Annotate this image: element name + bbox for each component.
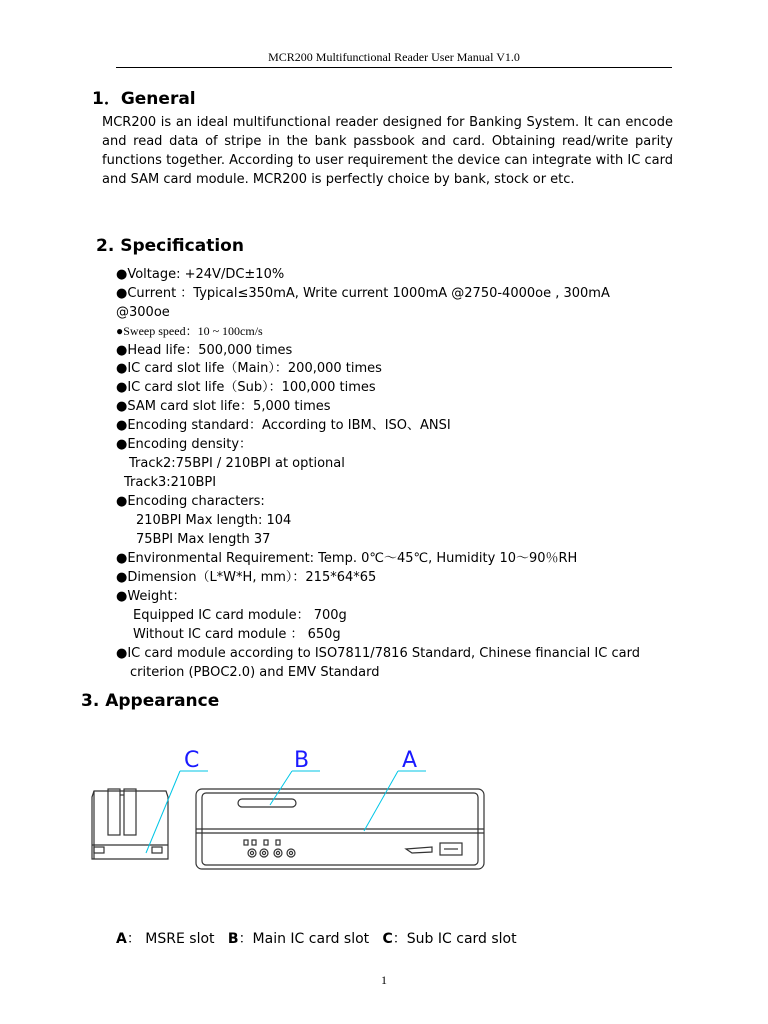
- caption-key-a: A: [116, 931, 127, 947]
- caption-key-b: B: [227, 931, 239, 947]
- section-heading-general: 1．General: [92, 89, 196, 109]
- label-b: B: [294, 748, 310, 773]
- spec-line: ●IC card module according to ISO7811/7816 Standard, Chinese financial IC card: [116, 646, 640, 661]
- spec-line: ●Encoding characters:: [116, 494, 265, 509]
- page-number: 1: [381, 973, 387, 987]
- device-diagram: [80, 725, 490, 915]
- caption-text-c: ：Sub IC card slot: [392, 931, 517, 947]
- spec-line: @300oe: [116, 305, 170, 320]
- figure-caption: [116, 928, 517, 948]
- spec-line: ●Voltage: +24V/DC±10%: [116, 267, 285, 282]
- page-header: MCR200 Multifunctional Reader User Manual V1.0: [116, 50, 672, 68]
- spec-line: ●IC card slot life（Main）：200,000 times: [116, 361, 382, 376]
- caption-key-c: C: [382, 931, 393, 947]
- label-a: A: [402, 748, 418, 773]
- device-drawing: [80, 725, 490, 915]
- spec-line: criterion (PBOC2.0) and EMV Standard: [130, 665, 380, 680]
- spec-line: Without IC card module ： 650g: [133, 627, 341, 642]
- spec-line: ●Encoding density：: [116, 437, 253, 452]
- spec-line: Equipped IC card module： 700g: [133, 608, 347, 623]
- spec-line: ●Encoding standard：According to IBM、ISO、ANSI: [116, 418, 451, 433]
- section-heading-appearance: 3. Appearance: [81, 691, 220, 711]
- section-heading-specification: 2. Specification: [96, 236, 244, 256]
- spec-line: ●Dimension（L*W*H, mm）：215*64*65: [116, 570, 377, 585]
- spec-line: ●Current ：Typical≤350mA, Write current 1000mA @2750-4000oe , 300mA: [116, 286, 610, 301]
- spec-line: Track2:75BPI / 210BPI at optional: [129, 456, 345, 471]
- spec-line: Track3:210BPI: [124, 475, 217, 490]
- spec-line: ●Environmental Requirement: Temp. 0℃～45℃, Humidity 10～90％RH: [116, 551, 578, 566]
- spec-line: ●Sweep speed：10 ~ 100cm/s: [116, 324, 263, 338]
- spec-line: ●Head life：500,000 times: [116, 343, 293, 358]
- spec-line: ●SAM card slot life：5,000 times: [116, 399, 331, 414]
- spec-line: ●Weight：: [116, 589, 186, 604]
- caption-text-a: ： MSRE slot: [126, 931, 215, 947]
- label-c: C: [184, 748, 200, 773]
- spec-line: ●IC card slot life（Sub）：100,000 times: [116, 380, 376, 395]
- spec-line: 75BPI Max length 37: [136, 532, 271, 547]
- general-paragraph: MCR200 is an ideal multifunctional reader designed for Banking System. It can encode and read data of stripe in the bank passbook and card. Obtaining read/write parity functions together. According to user requirement the device can integrate with IC card and SAM card module. MCR200 is perfectly choice by bank, stock or etc.: [102, 115, 673, 187]
- caption-text-b: ：Main IC card slot: [238, 931, 370, 947]
- spec-line: 210BPI Max length: 104: [136, 513, 292, 528]
